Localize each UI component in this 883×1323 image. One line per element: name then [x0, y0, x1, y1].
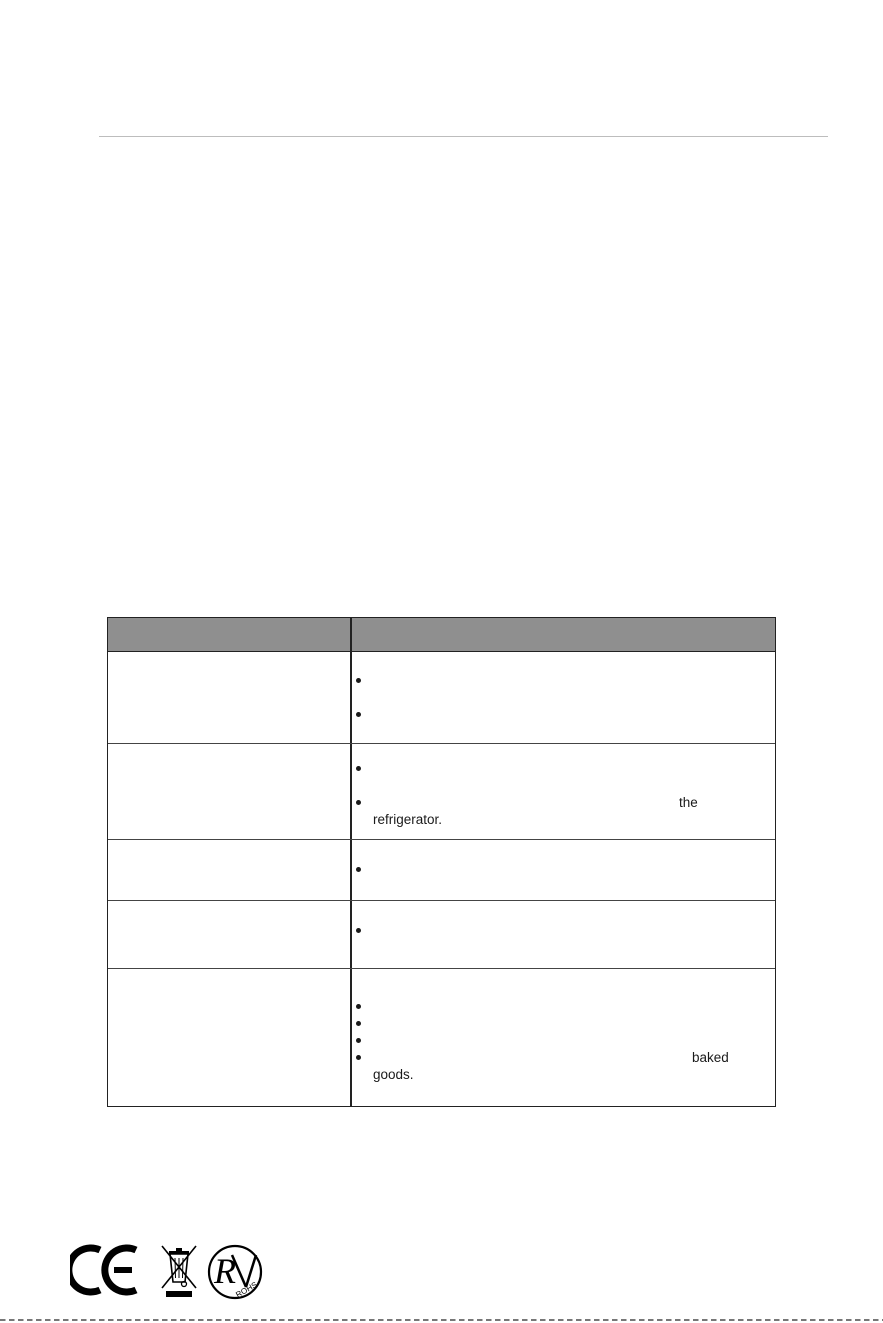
rohs-mark-icon — [206, 1243, 264, 1301]
bullet-icon — [356, 867, 361, 872]
rohs-label: ROHS — [234, 1280, 259, 1300]
ce-mark-icon — [70, 1244, 142, 1296]
table-row — [108, 840, 775, 901]
cell-text-fragment: refrigerator. — [373, 812, 443, 827]
troubleshooting-table — [107, 617, 776, 1107]
rohs-initial: R — [214, 1251, 236, 1291]
weee-bin-icon — [158, 1244, 200, 1300]
bullet-icon — [356, 1004, 361, 1009]
bullet-icon — [356, 712, 361, 717]
table-row — [108, 969, 775, 1107]
header-rule — [99, 136, 828, 137]
bottom-dashed-rule — [0, 1319, 883, 1321]
table-row — [108, 744, 775, 840]
bullet-icon — [356, 928, 361, 933]
table-row — [108, 901, 775, 969]
cell-text-fragment: the — [679, 795, 698, 810]
bullet-icon — [356, 1021, 361, 1026]
cell-text-fragment: baked — [692, 1050, 729, 1065]
bullet-icon — [356, 1038, 361, 1043]
table-header-row — [108, 618, 775, 652]
table-row — [108, 652, 775, 744]
bullet-icon — [356, 678, 361, 683]
bullet-icon — [356, 766, 361, 771]
bullet-icon — [356, 1055, 361, 1060]
bullet-icon — [356, 800, 361, 805]
cell-text-fragment: goods. — [373, 1067, 414, 1082]
